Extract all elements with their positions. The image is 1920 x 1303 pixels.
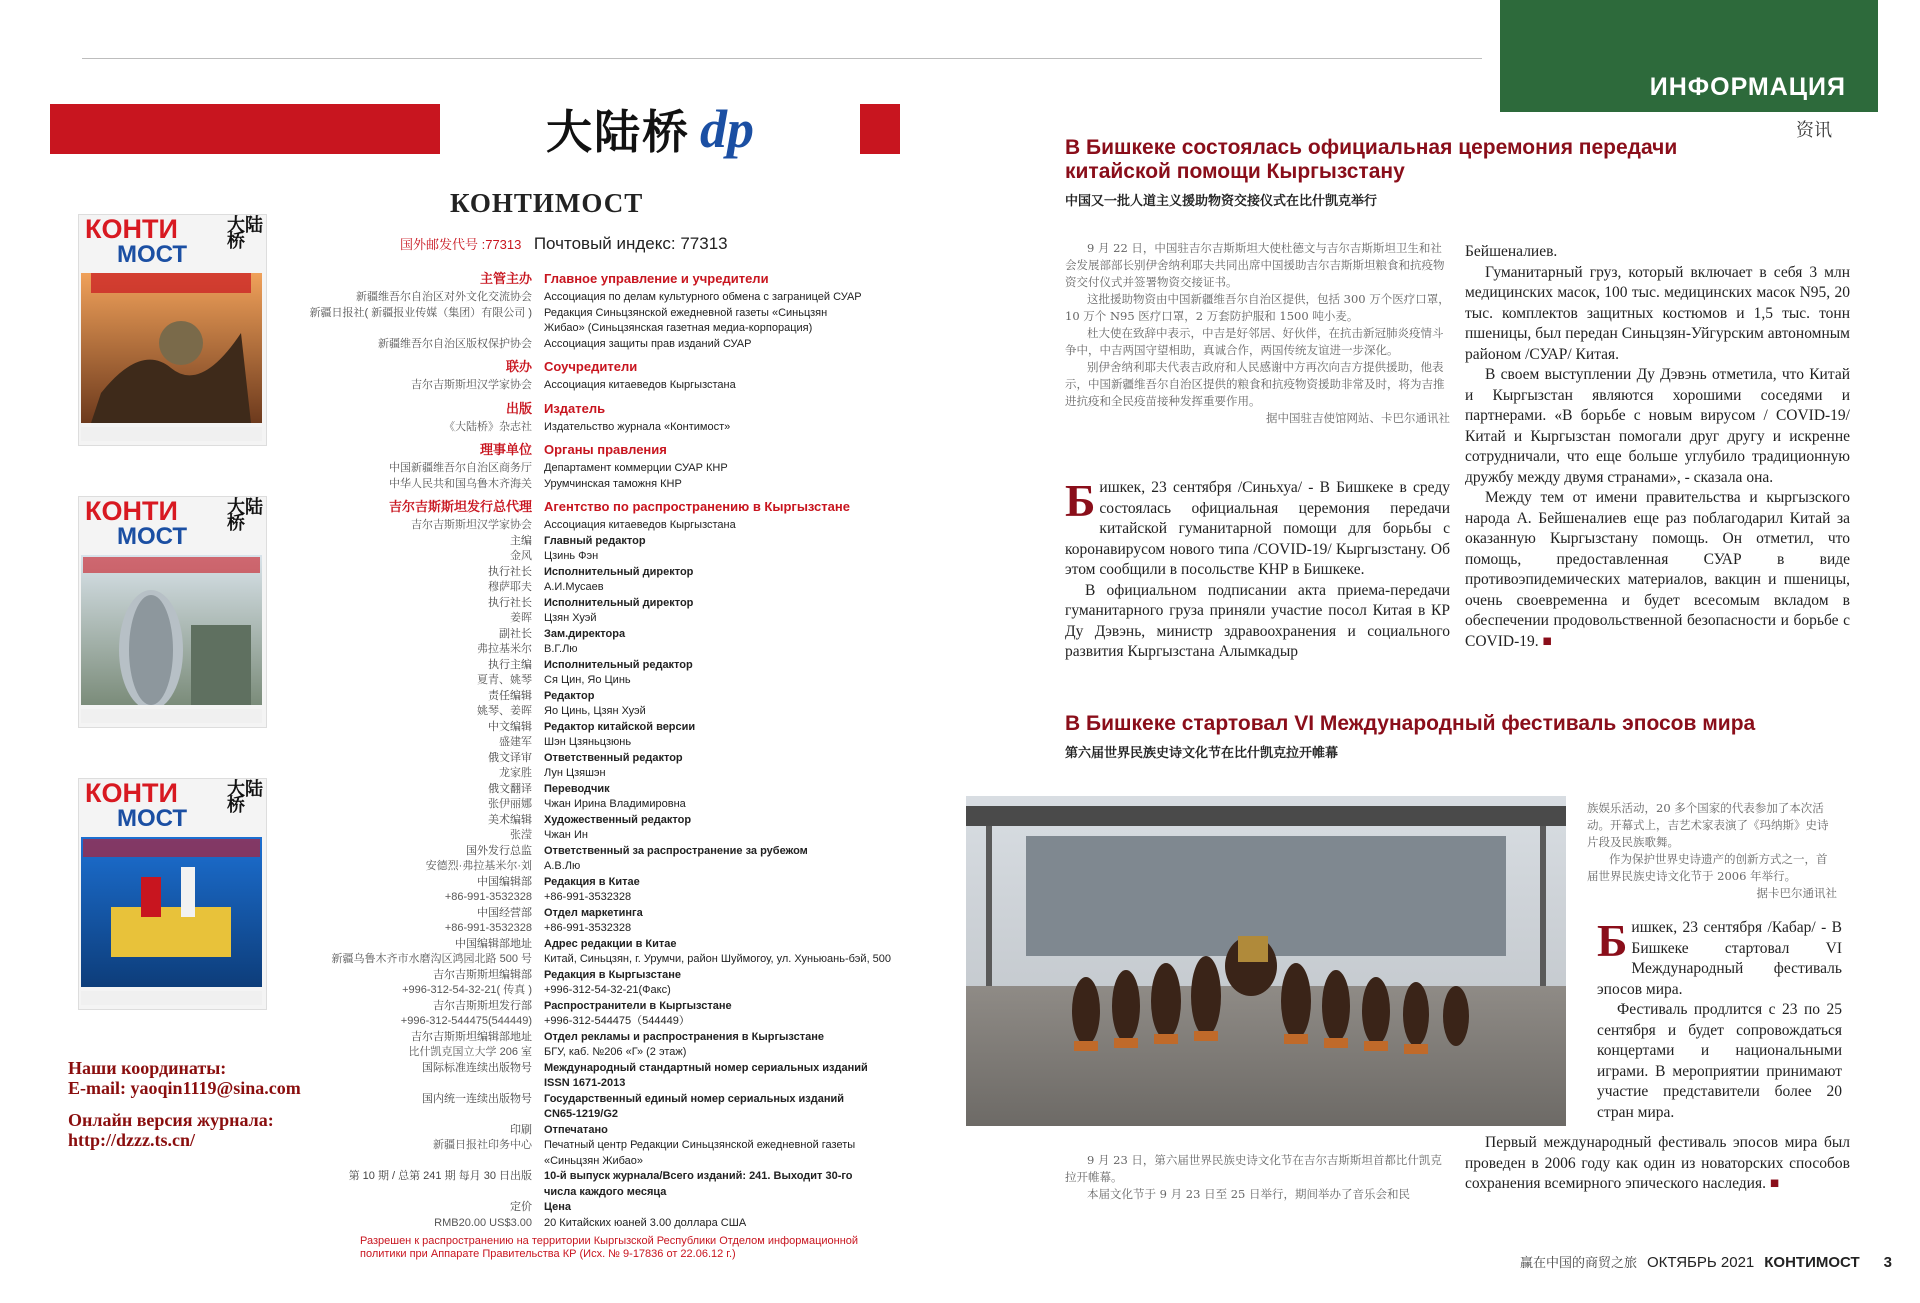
masthead-row-ru: Ассоциация китаеведов Кыргызстана — [544, 519, 736, 531]
masthead-row — [250, 875, 900, 889]
masthead-row-cn: 吉尔吉斯斯坦发行部 — [433, 999, 532, 1012]
dropcap: Б — [1597, 915, 1628, 966]
cover-image-tower — [81, 555, 262, 705]
magazine-logo — [440, 96, 860, 162]
cover-strip — [81, 709, 262, 723]
masthead-row-ru: Ассоциация китаеведов Кыргызстана — [544, 379, 736, 391]
masthead-row — [250, 844, 900, 858]
masthead-row — [250, 518, 900, 532]
masthead-row-cn: 俄文翻译 — [488, 782, 532, 795]
cover-thumbnail-1 — [78, 214, 267, 446]
article-2-p3: Первый международный фестиваль эпосов мира был проведен в 2006 году как один из новаторских способов сохранения всемирного эпического наследия. — [1465, 1134, 1850, 1192]
masthead-row-cn: 责任编辑 — [488, 689, 532, 702]
masthead-row-cn: 比什凯克国立大学 206 室 — [408, 1046, 532, 1058]
masthead-row — [250, 321, 900, 335]
masthead-row-ru: Исполнительный редактор — [544, 658, 693, 671]
article-1-col2-p1: Бейшеналиев. — [1465, 243, 1558, 260]
masthead-row-ru: Редакция Синьцзянской ежедневной газеты «Синьцзян — [544, 306, 828, 319]
postal-index — [400, 234, 728, 254]
dropcap: Б — [1065, 475, 1096, 526]
cover-brand-cn: 大陆桥 — [227, 215, 263, 251]
masthead-row — [250, 1154, 900, 1168]
masthead-row — [250, 735, 900, 749]
masthead-row — [250, 1030, 900, 1044]
masthead-row — [250, 378, 900, 392]
masthead-row-ru: +86-991-3532328 — [544, 922, 632, 934]
masthead-row-cn: 出版 — [505, 400, 532, 416]
masthead-row-cn: 美术编辑 — [488, 813, 532, 826]
masthead-row — [250, 720, 900, 734]
masthead-row-cn: 龙家胜 — [499, 767, 532, 779]
masthead-row-cn — [250, 321, 544, 335]
masthead-row-cn: 国外发行总监 — [466, 844, 532, 857]
footer-date: ОКТЯБРЬ 2021 — [1646, 1254, 1755, 1271]
masthead-row-cn: 联办 — [505, 359, 532, 374]
masthead-row-cn: 吉尔吉斯斯坦发行总代理 — [388, 499, 532, 514]
cover-brand-2: МОСТ — [117, 241, 188, 268]
footer-slogan: 赢在中国的商贸之旅 — [1519, 1256, 1637, 1271]
masthead-row — [250, 1185, 900, 1199]
masthead-row-ru: Лун Цзяшэн — [544, 767, 606, 779]
masthead-row — [250, 565, 900, 579]
masthead-row — [250, 549, 900, 563]
article-2-subtitle-cn: 第六届世界民族史诗文化节在比什凯克拉开帷幕 — [1065, 745, 1339, 760]
logo-mark: dp — [700, 99, 754, 159]
masthead-row-cn: 安德烈·弗拉基米尔·刘 — [425, 860, 532, 872]
cover-brand-cn: 大陆桥 — [227, 779, 263, 815]
masthead-row — [250, 580, 900, 594]
masthead-row-cn: RMB20.00 US$3.00 — [434, 1216, 532, 1229]
end-mark: ■ — [1542, 632, 1552, 650]
masthead-row — [250, 704, 900, 718]
masthead-row-ru: Цзян Хуэй — [544, 612, 597, 624]
masthead-row-cn: 国际标准连续出版物号 — [422, 1061, 532, 1074]
masthead-row-ru: +996-312-544475（544449） — [544, 1015, 690, 1027]
masthead-row-ru: Адрес редакции в Китае — [544, 937, 677, 950]
postal-index-cn: 国外邮发代号 :77313 — [400, 237, 522, 252]
masthead-row-cn: 主管主办 — [479, 271, 532, 286]
section-title-cn: 资讯 — [1796, 120, 1832, 140]
masthead-row-ru: Цена — [544, 1201, 572, 1213]
masthead-row — [250, 1061, 900, 1075]
masthead-row-ru: Отдел рекламы и распространения в Кыргызстане — [544, 1030, 825, 1043]
cn-paragraph: 这批援助物资由中国新疆维吾尔自治区提供，包括 300 万个医疗口罩，10 万个 N95 医疗口罩，2 万套防护服和 1500 吨小麦。 — [1065, 292, 1450, 323]
masthead-row-ru: Распространители в Кыргызстане — [544, 999, 732, 1012]
masthead-row — [250, 859, 900, 873]
cover-image-dragon — [81, 273, 262, 423]
page-footer — [1520, 1252, 1892, 1271]
masthead-row-ru: Чжан Ирина Владимировна — [544, 798, 686, 810]
masthead-row-ru: Ассоциация по делам культурного обмена с заграницей СУАР — [544, 291, 862, 303]
cover-brand: КОНТИ — [85, 214, 178, 244]
cover-strip — [81, 991, 262, 1005]
masthead-row-ru: Ся Цин, Яо Цинь — [544, 674, 631, 686]
masthead-row-cn: 穆萨耶夫 — [488, 581, 532, 593]
article-1-subtitle-cn: 中国又一批人道主义援助物资交接仪式在比什凯克举行 — [1065, 193, 1378, 208]
footer-brand: КОНТИМОСТ — [1764, 1254, 1860, 1271]
masthead-row-cn: 新疆维吾尔自治区对外文化交流协会 — [356, 291, 532, 303]
masthead-row-cn: 新疆日报社( 新疆报业传媒（集团）有限公司 ) — [309, 306, 532, 319]
section-title: ИНФОРМАЦИЯ — [1649, 73, 1846, 101]
contacts-heading: Наши координаты: — [68, 1058, 227, 1078]
masthead-row-ru: Издатель — [544, 400, 606, 416]
masthead-row-cn: 印刷 — [510, 1123, 532, 1136]
article-2-p2: Фестиваль продлится с 23 по 25 сентября и будет сопровождаться концертами и национальными играми. В мероприятии принимают участие представители более 20 стран мира. — [1597, 1001, 1842, 1121]
section-banner — [1500, 0, 1878, 112]
masthead-row-cn: 《大陆桥》杂志社 — [444, 420, 532, 433]
masthead-row — [250, 689, 900, 703]
masthead-row — [250, 890, 900, 904]
cn-paragraph: 族娱乐活动，20 多个国家的代表参加了本次活动。开幕式上，吉艺术家表演了《玛纳斯》史诗片段及民族歌舞。 — [1587, 801, 1829, 849]
masthead-banner-left — [50, 104, 450, 154]
masthead-row-ru: «Синьцзян Жибао» — [544, 1154, 644, 1167]
masthead-row — [250, 828, 900, 842]
cn-signature: 据卡巴尔通讯社 — [1756, 886, 1837, 900]
masthead-row-ru: БГУ, каб. №206 «Г» (2 этаж) — [544, 1046, 687, 1058]
masthead-row-ru: Главное управление и учредители — [544, 271, 769, 286]
masthead-row-cn: 国内统一连续出版物号 — [422, 1092, 532, 1105]
masthead-row-ru: Ассоциация защиты прав изданий СУАР — [544, 337, 752, 350]
masthead-row — [250, 306, 900, 320]
masthead-row-ru: Переводчик — [544, 782, 610, 795]
masthead-row — [250, 1200, 900, 1214]
article-1-col2-p4: Между тем от имени правительства и кыргызского народа А. Бейшеналиев еще раз поблагодарил Китай за оказанную Кыргызстану помощь. Он отметил, что помощь, предоставленная СУАР в виде противоэпидемических материалов, вакцин и пшеницы, очень своевременна и будет всесомым вкладом в обеспечении продовольственной безопасности и борьбе с COVID-19. — [1465, 489, 1850, 650]
masthead-row — [250, 658, 900, 672]
cn-paragraph: 作为保护世界史诗遗产的创新方式之一，首届世界民族史诗文化节于 2006 年举行。 — [1587, 852, 1828, 883]
article-1-ru-col-1 — [1065, 475, 1450, 663]
masthead-row-ru: Яо Цинь, Цзян Хуэй — [544, 705, 646, 717]
masthead-row — [250, 937, 900, 951]
cover-image-platform — [81, 837, 262, 987]
masthead-row — [250, 1045, 900, 1059]
masthead-row-ru: Ответственный за распространение за рубежом — [544, 844, 808, 857]
masthead-row-cn: +86-991-3532328 — [444, 891, 532, 903]
cover-strip — [81, 427, 262, 441]
masthead-row — [250, 999, 900, 1013]
masthead-row-cn — [250, 1154, 544, 1168]
masthead-row-cn: 盛建军 — [499, 736, 532, 748]
masthead-row — [250, 443, 900, 457]
cn-paragraph: 9 月 22 日，中国驻吉尔吉斯斯坦大使杜德文与吉尔吉斯斯坦卫生和社会发展部部长别伊舍纳利耶夫共同出席中国援助吉尔吉斯斯坦粮食和抗疫物资交付仪式并签署物资交接证书。 — [1065, 241, 1445, 289]
masthead-row-cn: 姚琴、姜晖 — [477, 705, 532, 717]
masthead-row-cn: 中文编辑 — [488, 720, 532, 733]
masthead-row-cn: 新疆乌鲁木齐市水磨沟区鸿园北路 500 号 — [331, 953, 532, 965]
masthead-row-ru: Государственный единый номер сериальных изданий — [544, 1092, 845, 1105]
masthead-row-cn: 吉尔吉斯斯坦汉学家协会 — [411, 519, 532, 531]
masthead-row-cn: 主编 — [510, 534, 532, 547]
masthead-row — [250, 611, 900, 625]
masthead-row-ru: Редактор китайской версии — [544, 720, 696, 733]
masthead-row — [250, 782, 900, 796]
masthead-row-cn: 执行主编 — [488, 658, 532, 671]
masthead-row — [250, 1169, 900, 1183]
article-2-ru-bottom — [1465, 1133, 1850, 1195]
masthead-title: КОНТИМОСТ — [450, 188, 644, 218]
cover-brand-2: МОСТ — [117, 805, 188, 832]
masthead-row-cn: +996-312-54-32-21( 传真 ) — [402, 984, 532, 996]
cover-brand: КОНТИ — [85, 496, 178, 526]
article-1-lead: ишкек, 23 сентября /Синьхуа/ - В Бишкеке в среду состоялась официальная церемония передачи китайской гуманитарной помощи для борьбы с коронавирусом нового типа /COVID-19/ Кыргызстану. Об этом сообщили в посольстве КНР в Бишкеке. — [1065, 479, 1450, 578]
article-1-cn-text — [1065, 240, 1450, 427]
masthead-row — [250, 1216, 900, 1230]
article-1-col2-p2: Гуманитарный груз, который включает в себя 3 млн медицинских масок, 100 тыс. медицинских масок N95, 20 тыс. комплектов защитных костюмов и 1,5 тыс. тонн пшеницы, был передан Синьцзян-Уйгурским автономным районом /СУАР/ Китая. — [1465, 263, 1850, 363]
masthead-row-ru: Исполнительный директор — [544, 565, 694, 578]
festival-photo — [966, 796, 1566, 1126]
masthead-row-ru: Чжан Ин — [544, 829, 588, 841]
masthead-row — [250, 1123, 900, 1137]
masthead-row — [250, 461, 900, 475]
masthead-row-cn: 姜晖 — [510, 612, 532, 624]
article-2-ru-col-right — [1597, 915, 1842, 1123]
masthead-row-ru: 10-й выпуск журнала/Всего изданий: 241. Выходит 30-го — [544, 1170, 853, 1182]
masthead-row-cn: 副社长 — [499, 627, 532, 640]
masthead-row-ru: В.Г.Лю — [544, 643, 578, 655]
masthead-row-cn: +86-991-3532328 — [444, 922, 532, 934]
masthead-row-cn: 新疆日报社印务中心 — [433, 1139, 532, 1151]
masthead-row-cn — [250, 1185, 544, 1199]
masthead-row-ru: Ответственный редактор — [544, 751, 683, 764]
cover-brand-cn: 大陆桥 — [227, 497, 263, 533]
masthead-row — [250, 477, 900, 491]
masthead-row-cn: 弗拉基米尔 — [477, 643, 532, 655]
masthead-row-ru: Главный редактор — [544, 534, 646, 547]
masthead-row-ru: Редакция в Кыргызстане — [544, 968, 681, 981]
masthead-row — [250, 500, 900, 514]
masthead-row — [250, 813, 900, 827]
masthead-row-ru: А.В.Лю — [544, 860, 581, 872]
permission-notice: Разрешен к распространению на территории Кыргызской Республики Отделом информационной политики при Аппарате Правительства КР (Исх. № 9-17836 от 22.06.12 г.) — [360, 1235, 859, 1260]
masthead-row-cn: 张伊丽娜 — [488, 798, 532, 810]
masthead-row-ru: Отдел маркетинга — [544, 906, 643, 919]
cn-signature: 据中国驻吉使馆网站、卡巴尔通讯社 — [1266, 411, 1450, 425]
article-2-cn-bottom — [1065, 1152, 1450, 1203]
article-2-cn-right — [1587, 800, 1837, 902]
masthead-row-ru: Органы правления — [544, 442, 667, 457]
masthead-row-cn: 理事单位 — [479, 442, 532, 457]
masthead-row-cn: 定价 — [510, 1201, 532, 1213]
article-1-col2-p3: В своем выступлении Ду Дэвэнь отметила, что Китай и Кыргызстан являются хорошими соседями и партнерами. «В борьбе с новым вирусом / COVID-19/ Китай и Кыргызстан помогали друг другу и искренне сотрудничали, что еще больше углубило традиционную дружбу между двумя странами», - сказала она. — [1465, 366, 1850, 486]
masthead-row-ru: ISSN 1671-2013 — [544, 1077, 626, 1089]
masthead-row — [250, 952, 900, 966]
top-rule — [82, 58, 1482, 59]
masthead-row-cn: 俄文译审 — [488, 751, 532, 764]
masthead-row — [250, 921, 900, 935]
masthead-row-cn: 新疆维吾尔自治区版权保护协会 — [378, 337, 532, 350]
masthead-row-cn: 中国编辑部 — [477, 875, 532, 888]
masthead-row-ru: Печатный центр Редакции Синьцзянской ежедневной газеты — [544, 1139, 856, 1151]
masthead-row-ru: Художественный редактор — [544, 813, 692, 826]
masthead-row-ru: Отпечатано — [544, 1123, 608, 1136]
masthead-row — [250, 1138, 900, 1152]
masthead-row-cn: +996-312-544475(544449) — [400, 1015, 532, 1027]
masthead-row — [250, 797, 900, 811]
cn-paragraph: 别伊舍纳利耶夫代表吉政府和人民感谢中方再次向吉方提供援助，他表示，中国新疆维吾尔自治区提供的粮食和抗疫物资援助非常及时，将为吉推进抗疫和全民疫苗接种发挥重要作用。 — [1065, 360, 1445, 408]
masthead-row-ru: Китай, Синьцзян, г. Урумчи, район Шуймогоу, ул. Хуньюань-бэй, 500 — [544, 953, 892, 965]
cover-brand: КОНТИ — [85, 778, 178, 808]
masthead-row — [250, 627, 900, 641]
online-version-label: Онлайн версия журнала: — [68, 1110, 274, 1130]
online-version-link[interactable]: http://dzzz.ts.cn/ — [68, 1130, 195, 1150]
masthead-row-cn: 吉尔吉斯斯坦编辑部 — [433, 968, 532, 981]
masthead-row-ru: +996-312-54-32-21(Факс) — [544, 984, 671, 996]
masthead-row-cn: 张滢 — [510, 829, 532, 841]
masthead-row-cn: 执行社长 — [488, 596, 532, 609]
cn-paragraph: 杜大使在致辞中表示，中吉是好邻居、好伙伴，在抗击新冠肺炎疫情斗争中，中吉两国守望相助，真诚合作，两国传统友谊进一步深化。 — [1065, 326, 1444, 357]
masthead-row-cn: 中国经营部 — [477, 906, 532, 919]
end-mark: ■ — [1769, 1175, 1780, 1192]
masthead-row-ru: А.И.Мусаев — [544, 581, 604, 593]
cover-brand-2: МОСТ — [117, 523, 188, 550]
masthead-row — [250, 534, 900, 548]
cover-thumbnail-2 — [78, 496, 267, 728]
article-1-p2: В официальном подписании акта приема-передачи гуманитарного груза приняли участие посол Китая в КР Ду Дэвэнь, министр здравоохранения и социального развития Кыргызстана Алымкадыр — [1065, 581, 1450, 660]
masthead-row-ru: Урумчинская таможня КНР — [544, 477, 682, 490]
masthead-row — [250, 337, 900, 351]
masthead-row-ru: Соучредители — [544, 359, 638, 374]
masthead-row-ru: Агентство по распространению в Кыргызстане — [544, 499, 850, 514]
masthead-row — [250, 983, 900, 997]
cover-thumbnail-3 — [78, 778, 267, 1010]
masthead-row — [250, 751, 900, 765]
masthead-row — [250, 360, 900, 374]
masthead-row-ru: Шэн Цзяньцзюнь — [544, 736, 632, 748]
masthead-row — [250, 596, 900, 610]
masthead-row — [250, 290, 900, 304]
masthead-row — [250, 766, 900, 780]
cn-paragraph: 本届文化节于 9 月 23 日至 25 日举行，期间举办了音乐会和民 — [1087, 1187, 1411, 1201]
masthead-row-ru: Международный стандартный номер сериальных изданий — [544, 1061, 868, 1074]
article-2-title: В Бишкеке стартовал VI Международный фестиваль эпосов мира — [1065, 712, 1756, 735]
masthead-row-cn: 吉尔吉斯斯坦编辑部地址 — [411, 1030, 532, 1043]
masthead-row — [250, 1107, 900, 1121]
masthead-row-ru: Жибао» (Синьцзянская газетная медиа-корпорация) — [544, 322, 813, 334]
masthead-row-ru: Редактор — [544, 689, 595, 702]
masthead-row-cn: 中国编辑部地址 — [455, 937, 532, 950]
logo-text: 大陆桥 — [546, 105, 690, 159]
masthead-row-ru: Редакция в Китае — [544, 875, 640, 888]
masthead-row-cn: 金风 — [510, 550, 532, 562]
masthead-row-cn: 夏青、姚琴 — [477, 674, 532, 686]
masthead-row — [250, 1076, 900, 1090]
masthead-row-cn: 中华人民共和国乌鲁木齐海关 — [389, 477, 532, 490]
article-1-title: В Бишкеке состоялась официальная церемония передачи китайской помощи Кыргызстану — [1065, 136, 1678, 183]
masthead-row — [250, 1014, 900, 1028]
masthead-row-ru: +86-991-3532328 — [544, 891, 632, 903]
masthead-row — [250, 906, 900, 920]
masthead-row — [250, 1092, 900, 1106]
masthead-row-ru: CN65-1219/G2 — [544, 1108, 618, 1120]
masthead-row — [250, 968, 900, 982]
contacts-email[interactable]: E-mail: yaoqin1119@sina.com — [68, 1078, 301, 1098]
masthead-row — [250, 673, 900, 687]
masthead-row-ru: 20 Китайских юаней 3.00 доллара США — [544, 1216, 747, 1229]
postal-index-ru: Почтовый индекс: 77313 — [533, 234, 728, 253]
article-1-ru-col-2 — [1465, 242, 1850, 652]
masthead-row-ru: Департамент коммерции СУАР КНР — [544, 462, 728, 474]
masthead-row-cn: 吉尔吉斯斯坦汉学家协会 — [411, 379, 532, 391]
article-2-lead: ишкек, 23 сентября /Кабар/ - В Бишкеке стартовал VI Международный фестиваль эпосов мира. — [1597, 919, 1842, 998]
masthead-row-ru: Цзинь Фэн — [544, 550, 599, 562]
cn-paragraph: 9 月 23 日，第六届世界民族史诗文化节在吉尔吉斯斯坦首都比什凯克拉开帷幕。 — [1065, 1153, 1442, 1184]
masthead-row-cn: 执行社长 — [488, 565, 532, 578]
masthead-row-cn: 第 10 期 / 总第 241 期 每月 30 日出版 — [348, 1170, 532, 1182]
contacts-block — [68, 1058, 301, 1150]
masthead-row-ru: числа каждого месяца — [544, 1185, 667, 1198]
masthead-row-ru: Издательство журнала «Контимост» — [544, 420, 731, 433]
masthead-row — [250, 420, 900, 434]
masthead-row-ru: Исполнительный директор — [544, 596, 694, 609]
masthead-row-cn: 中国新疆维吾尔自治区商务厅 — [389, 462, 532, 474]
masthead-row — [250, 642, 900, 656]
masthead-row-ru: Зам.директора — [544, 627, 626, 640]
masthead-row — [250, 402, 900, 416]
masthead-row — [250, 272, 900, 286]
page-number: 3 — [1883, 1254, 1892, 1271]
